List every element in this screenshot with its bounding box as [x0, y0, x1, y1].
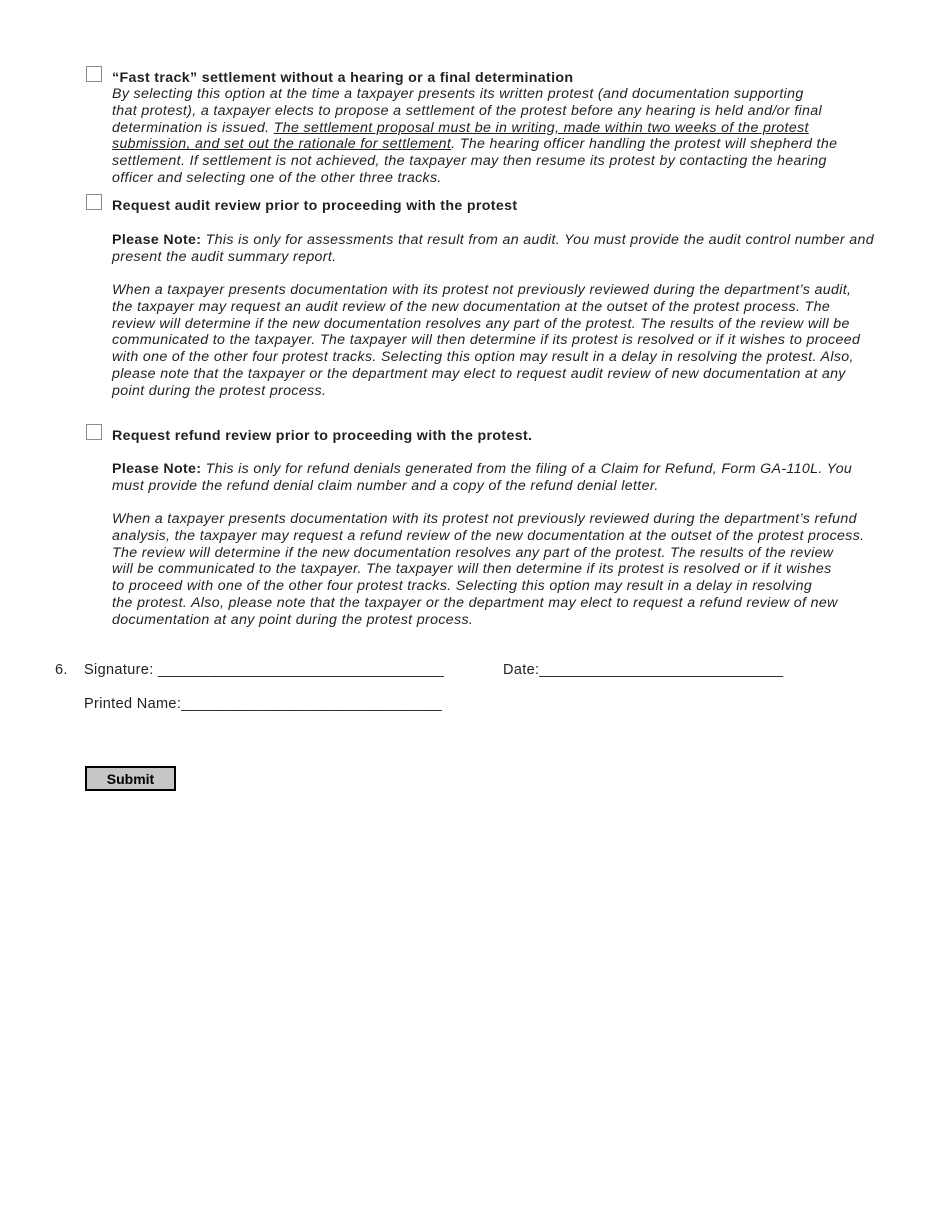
- refund-review-heading: Request refund review prior to proceeding with the protest.: [112, 428, 533, 444]
- refund-review-checkbox[interactable]: [86, 424, 102, 440]
- audit-review-body-line: review will determine if the new documentation resolves any part of the protest. The results of the review will be: [112, 315, 850, 332]
- refund-review-note-line-2: must provide the refund denial claim number and a copy of the refund denial letter.: [112, 477, 659, 494]
- signature-line[interactable]: __________________________________: [157, 662, 445, 678]
- refund-review-body-line: to proceed with one of the other four protest tracks. Selecting this option may result in a delay in resolving: [112, 578, 813, 595]
- date-label: Date:: [503, 662, 540, 678]
- audit-review-body-line: the taxpayer may request an audit review of the new documentation at the outset of the protest process. The: [112, 298, 831, 315]
- refund-review-body-line: analysis, the taxpayer may request a refund review of the new documentation at the outset of the protest process.: [112, 527, 865, 544]
- fast-track-line-5: settlement. If settlement is not achieved, the taxpayer may then resume its protest by contacting the hearing: [112, 153, 827, 170]
- audit-review-body: [112, 282, 860, 400]
- refund-review-body-line: The review will determine if the new documentation resolves any part of the protest. The results of the review: [112, 544, 834, 561]
- submit-button[interactable]: Submit: [85, 766, 176, 791]
- audit-review-body-line: please note that the taxpayer or the department may elect to request audit review of new documentation at any: [112, 365, 846, 382]
- signature-field[interactable]: [84, 662, 444, 678]
- audit-review-note-line-2: present the audit summary report.: [112, 248, 337, 265]
- date-line[interactable]: _____________________________: [539, 662, 784, 678]
- fast-track-line-3-underlined: The settlement proposal must be in writing, made within two weeks of the protest: [273, 119, 809, 136]
- refund-review-note: [112, 461, 852, 495]
- fast-track-line-2: that protest), a taxpayer elects to propose a settlement of the protest before any hearing is held and/or final: [112, 102, 822, 119]
- fast-track-line-4-underlined: submission, and set out the rationale for settlement: [112, 136, 452, 153]
- refund-review-body-line: documentation at any point during the protest process.: [112, 611, 474, 628]
- printed-name-label: Printed Name:: [84, 696, 182, 712]
- audit-review-body-line: point during the protest process.: [112, 382, 327, 399]
- refund-review-body-line: When a taxpayer presents documentation with its protest not previously reviewed during the department’s refund: [112, 511, 857, 527]
- fast-track-checkbox[interactable]: [86, 66, 102, 82]
- fast-track-description: [112, 86, 837, 187]
- fast-track-line-6: officer and selecting one of the other three tracks.: [112, 169, 442, 186]
- audit-review-body-line: with one of the other four protest tracks. Selecting this option may result in a delay in resolving the protest. Also,: [112, 349, 854, 366]
- audit-review-note-text-1: This is only for assessments that result from an audit. You must provide the audit control number and: [201, 232, 874, 248]
- audit-review-heading: Request audit review prior to proceeding with the protest: [112, 198, 518, 214]
- refund-review-note-line-1: [112, 461, 852, 478]
- fast-track-line-1: By selecting this option at the time a taxpayer presents its written protest (and documentation supporting: [112, 86, 804, 102]
- item-number: 6.: [55, 662, 68, 678]
- refund-review-note-text-1: This is only for refund denials generated from the filing of a Claim for Refund, Form GA-110L. You: [201, 461, 853, 477]
- audit-review-note: [112, 232, 874, 266]
- audit-review-body-line: When a taxpayer presents documentation with its protest not previously reviewed during the department’s audit,: [112, 282, 852, 298]
- audit-review-checkbox[interactable]: [86, 194, 102, 210]
- refund-review-body-line: will be communicated to the taxpayer. The taxpayer will then determine if its protest is resolved or if it wishes: [112, 561, 832, 578]
- refund-review-note-label: Please Note:: [112, 461, 202, 477]
- audit-review-note-label: Please Note:: [112, 232, 202, 248]
- audit-review-note-line-1: [112, 232, 874, 249]
- date-field[interactable]: [503, 662, 783, 678]
- fast-track-heading: “Fast track” settlement without a hearing or a final determination: [112, 70, 574, 86]
- refund-review-body: [112, 511, 864, 629]
- audit-review-body-line: communicated to the taxpayer. The taxpayer will then determine if its protest is resolved or if it wishes to proceed: [112, 332, 861, 349]
- fast-track-line-3: [112, 120, 837, 137]
- printed-name-field[interactable]: [84, 696, 442, 712]
- signature-label: Signature:: [84, 662, 158, 678]
- fast-track-line-4-plain: . The hearing officer handling the protest will shepherd the: [451, 136, 838, 153]
- fast-track-line-3-plain: determination is issued.: [112, 119, 274, 136]
- printed-name-line[interactable]: _______________________________: [181, 696, 443, 712]
- fast-track-line-4: [112, 136, 837, 153]
- refund-review-body-line: the protest. Also, please note that the taxpayer or the department may elect to request a refund review of new: [112, 594, 838, 611]
